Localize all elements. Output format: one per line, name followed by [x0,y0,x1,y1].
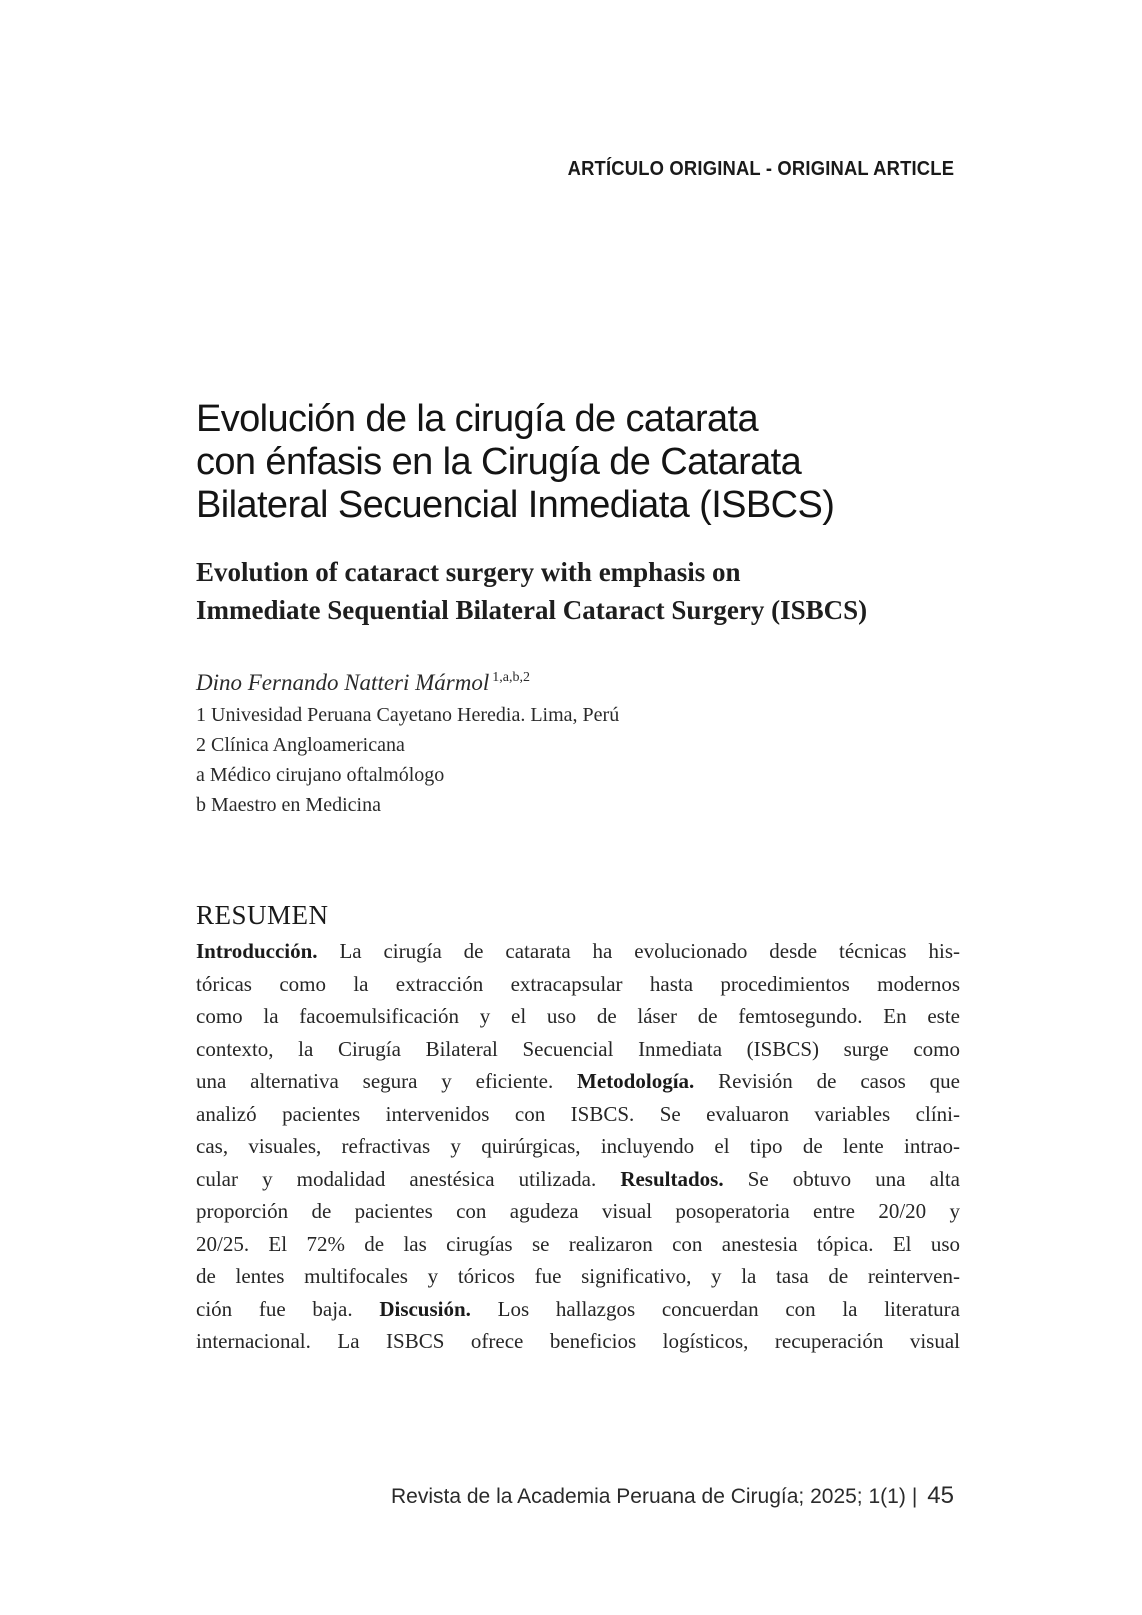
page-footer [391,1482,954,1510]
abstract-line [196,1130,960,1163]
abstract-text: cas, visuales, refractivas y quirúrgicas, incluyendo el tipo de lente intrao- [196,1134,960,1158]
abstract-section-label: Discusión. [379,1296,471,1321]
abstract-line [196,1098,960,1131]
abstract-line [196,968,960,1001]
abstract-line [196,1000,960,1033]
abstract-line [196,935,960,968]
abstract-line [196,1033,960,1066]
affiliations-list [196,700,619,820]
affiliation-item: a Médico cirujano oftalmólogo [196,764,445,786]
title-english [196,553,996,629]
abstract-section-label: Introducción. [196,939,318,963]
abstract-heading: RESUMEN [196,900,329,930]
abstract-text: La cirugía de catarata ha evolucionado desde técnicas his- [317,939,960,963]
abstract-section-label: Metodología. [577,1069,695,1093]
footer-separator: | [911,1485,918,1508]
affiliation-item: b Maestro en Medicina [196,794,381,816]
title-english-line: Immediate Sequential Bilateral Cataract Surgery (ISBCS) [196,595,868,625]
journal-citation: Revista de la Academia Peruana de Cirugía; 2025; 1(1) [391,1485,906,1508]
author-affiliation-marks: 1,a,b,2 [492,670,530,685]
abstract-section-label: Resultados. [620,1166,724,1191]
title-english-line: Evolution of cataract surgery with emphasis on [196,557,741,587]
abstract-body [196,935,960,1358]
title-spanish-line: Bilateral Secuencial Inmediata (ISBCS) [196,484,835,526]
abstract-text: Los hallazgos concuerdan con la literatura [470,1296,960,1321]
abstract-line [196,1195,960,1228]
abstract-text: cular y modalidad anestésica utilizada. [196,1166,621,1191]
author-name: Dino Fernando Natteri Mármol [196,670,490,695]
abstract-text: Revisión de casos que [694,1069,960,1093]
abstract-text: proporción de pacientes con agudeza visual posoperatoria entre 20/20 y [196,1199,960,1223]
abstract-text: una alternativa segura y eficiente. [196,1069,578,1093]
abstract-text: 20/25. El 72% de las cirugías se realizaron con anestesia tópica. El uso [196,1231,960,1256]
author-line [196,670,530,696]
abstract-line [196,1065,960,1098]
title-spanish [196,398,976,527]
page-number: 45 [927,1482,954,1509]
abstract-text: como la facoemulsificación y el uso de láser de femtosegundo. En este [196,1004,960,1028]
abstract-text: de lentes multifocales y tóricos fue significativo, y la tasa de reinterven- [196,1264,960,1288]
title-spanish-line: Evolución de la cirugía de catarata [196,398,759,440]
affiliation-item: 1 Univesidad Peruana Cayetano Heredia. Lima, Perú [196,704,620,726]
abstract-line [196,1325,960,1358]
abstract-line [196,1163,960,1196]
abstract-text: contexto, la Cirugía Bilateral Secuencial Inmediata (ISBCS) surge como [196,1036,960,1061]
abstract-text: Se obtuvo una alta [723,1166,960,1191]
abstract-text: internacional. La ISBCS ofrece beneficios logísticos, recuperación visual [196,1329,960,1353]
abstract-text: analizó pacientes intervenidos con ISBCS. Se evaluaron variables clíni- [196,1101,960,1126]
affiliation-item: 2 Clínica Angloamericana [196,734,405,756]
abstract-line [196,1260,960,1293]
section-label: ARTÍCULO ORIGINAL - ORIGINAL ARTICLE [567,158,954,180]
abstract-line [196,1228,960,1261]
title-spanish-line: con énfasis en la Cirugía de Catarata [196,441,802,483]
abstract-line [196,1293,960,1326]
abstract-text: ción fue baja. [196,1296,380,1321]
abstract-text: tóricas como la extracción extracapsular hasta procedimientos modernos [196,971,960,996]
